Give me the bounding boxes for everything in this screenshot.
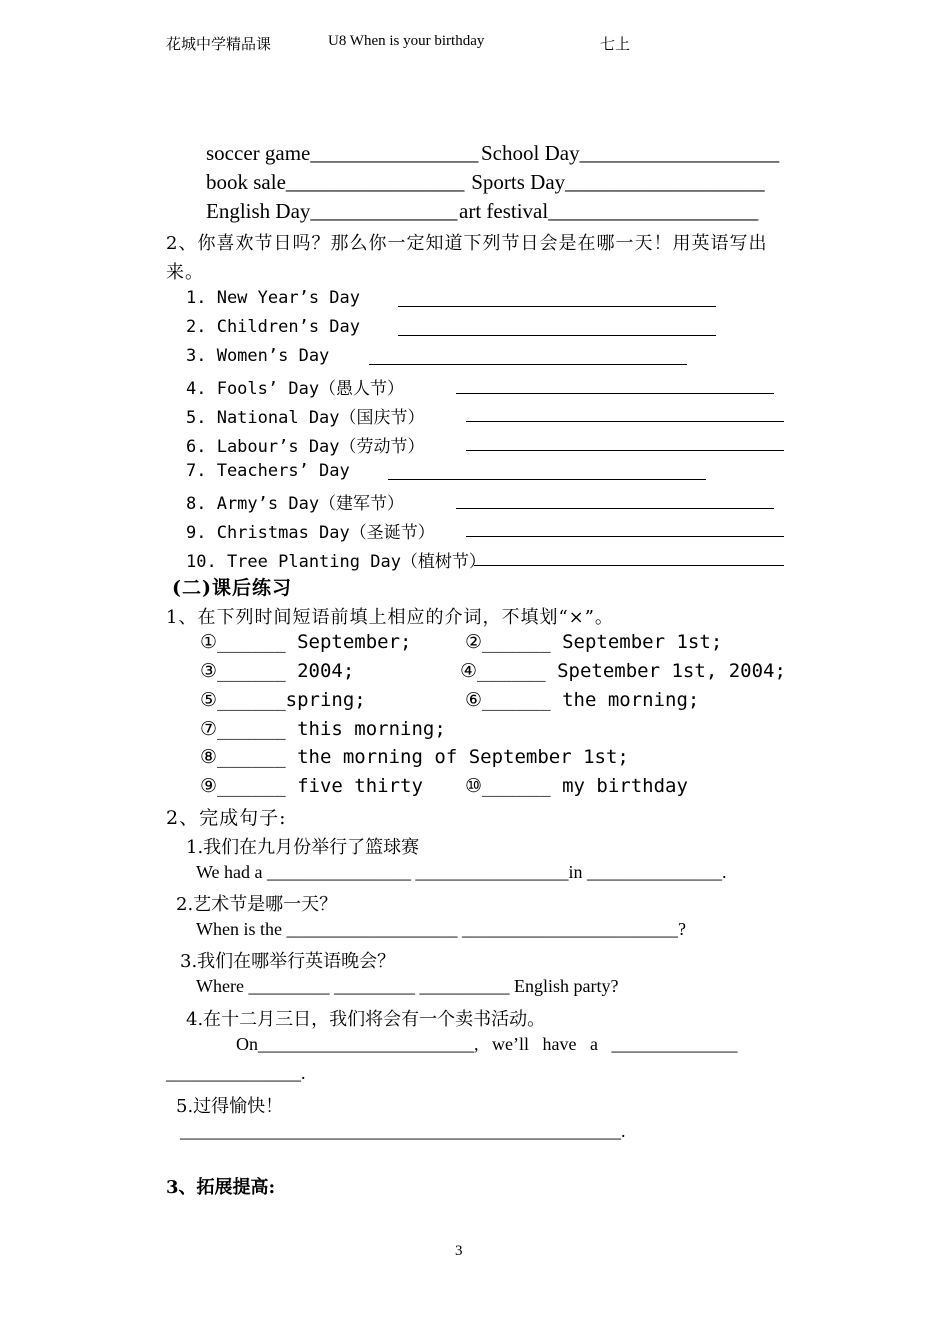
- event-line: English Day______________: [206, 199, 458, 223]
- answer-line[interactable]: [398, 306, 716, 307]
- answer-line[interactable]: [466, 450, 784, 451]
- prep-item: ⑨______ five thirty: [200, 775, 423, 797]
- answer-line[interactable]: [369, 364, 687, 365]
- prep-item: ⑩______ my birthday: [465, 775, 688, 797]
- q3-title: 3、拓展提高:: [166, 1177, 276, 1198]
- prep-item: ⑦______ this morning;: [200, 718, 446, 740]
- sentence-cn: 3.我们在哪举行英语晚会？: [180, 951, 396, 972]
- festival-item: 8. Army’s Day（建军节）: [186, 494, 405, 514]
- prep-item: ①______ September;: [200, 631, 412, 653]
- festival-item: 7. Teachers’ Day: [186, 461, 350, 481]
- prep-item: ⑧______ the morning of September 1st;: [200, 746, 629, 768]
- sentence-en: On________________________, we’ll have a ______________: [236, 1034, 738, 1054]
- header-unit: U8 When is your birthday: [328, 33, 485, 49]
- festival-item: 6. Labour’s Day（劳动节）: [186, 437, 425, 457]
- header-grade: 七上: [600, 37, 631, 53]
- festival-item: 10. Tree Planting Day（植树节）: [186, 552, 486, 572]
- event-line: Sports Day___________________: [466, 170, 765, 194]
- festival-item: 9. Christmas Day（圣诞节）: [186, 523, 435, 543]
- sentence-cn: 1.我们在九月份举行了篮球赛: [186, 837, 420, 858]
- q2-title-cont: 来。: [166, 262, 204, 283]
- answer-line[interactable]: [466, 421, 784, 422]
- q2-complete-title: 2、完成句子:: [166, 807, 287, 829]
- prep-item: ⑥______ the morning;: [465, 689, 700, 711]
- sentence-cn: 5.过得愉快！: [176, 1096, 284, 1117]
- festival-item: 5. National Day（国庆节）: [186, 408, 425, 428]
- sentence-cn: 4.在十二月三日，我们将会有一个卖书活动。: [186, 1009, 546, 1030]
- prep-item: ③______ 2004;: [200, 660, 355, 682]
- event-line: book sale_________________: [206, 170, 465, 194]
- festival-item: 3. Women’s Day: [186, 346, 330, 366]
- event-line: soccer game________________: [206, 141, 479, 165]
- festival-item: 4. Fools’ Day（愚人节）: [186, 379, 405, 399]
- answer-line[interactable]: [466, 536, 784, 537]
- prep-item: ⑤______spring;: [200, 689, 366, 711]
- header-school: 花城中学精品课: [166, 37, 272, 53]
- answer-line[interactable]: [474, 565, 784, 566]
- event-line: art festival____________________: [459, 199, 759, 223]
- section-title: (二)课后练习: [172, 577, 292, 599]
- festival-item: 1. New Year’s Day: [186, 288, 360, 308]
- sentence-cn: 2.艺术节是哪一天？: [176, 894, 338, 915]
- sentence-en: Where _________ _________ __________ English party?: [196, 976, 619, 996]
- answer-line[interactable]: [388, 479, 706, 480]
- festival-item: 2. Children’s Day: [186, 317, 360, 337]
- sentence-en: When is the ___________________ ________________________?: [196, 919, 686, 939]
- sentence-en: We had a ________________ _________________in _______________.: [196, 862, 727, 882]
- answer-line[interactable]: [398, 335, 716, 336]
- prep-item: ④______ Spetember 1st, 2004;: [460, 660, 786, 682]
- event-line: School Day___________________: [481, 141, 780, 165]
- prep-item: ②______ September 1st;: [465, 631, 723, 653]
- q2-title: 2、你喜欢节日吗？那么你一定知道下列节日会是在哪一天！用英语写出: [166, 233, 768, 254]
- sentence-en: _________________________________________________.: [180, 1121, 626, 1141]
- answer-line[interactable]: [456, 393, 774, 394]
- page-number: 3: [455, 1243, 463, 1259]
- answer-line[interactable]: [456, 508, 774, 509]
- sentence-en-cont: _______________.: [166, 1063, 306, 1083]
- q1-title: 1、在下列时间短语前填上相应的介词，不填划“×”。: [166, 607, 614, 628]
